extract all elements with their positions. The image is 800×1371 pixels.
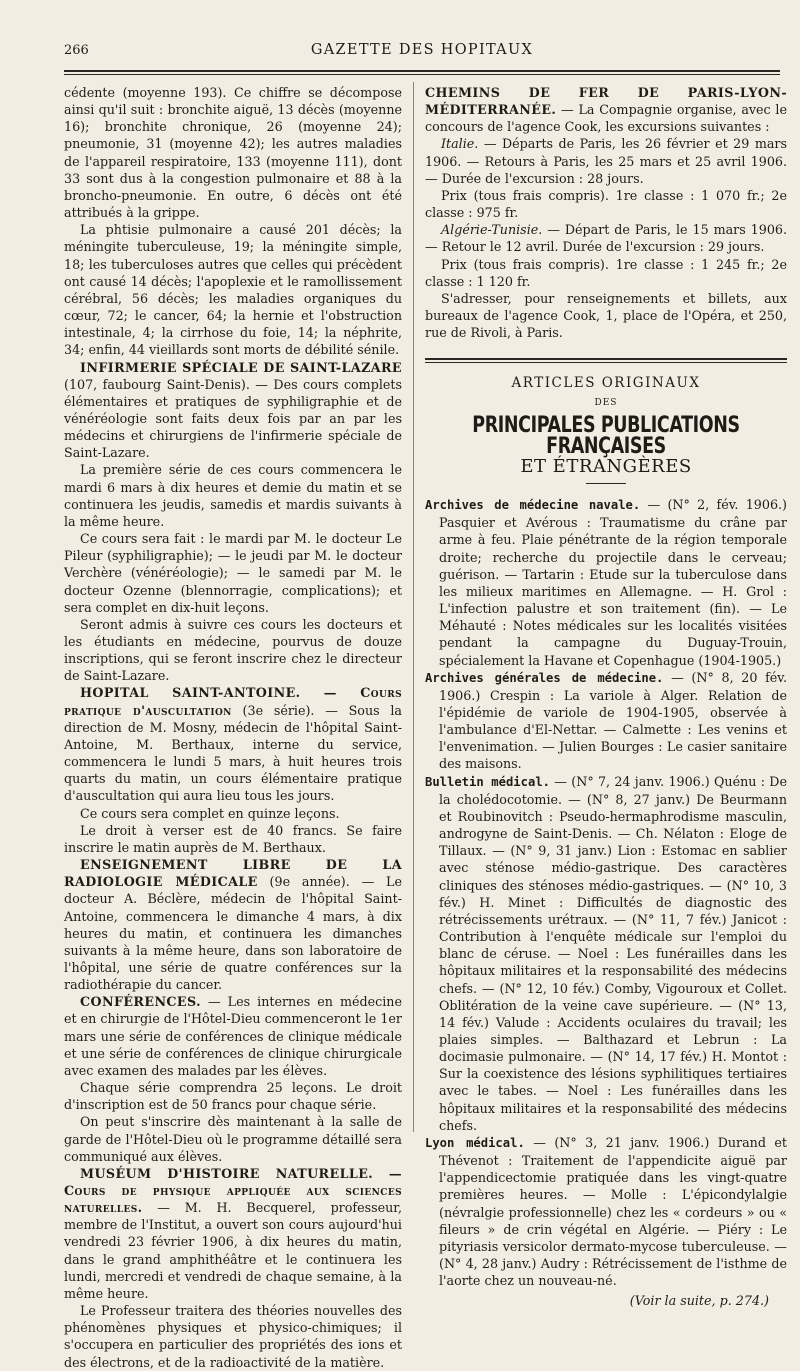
paragraph: Le droit à verser est de 40 francs. Se faire inscrire le matin auprès de M. Berthaux. bbox=[64, 822, 402, 855]
page-number: 266 bbox=[64, 43, 89, 58]
review-journal-name: Archives générales de médecine. bbox=[425, 670, 664, 685]
paragraph: Prix (tous frais compris). 1re classe : 1 070 fr.; 2e classe : 975 fr. bbox=[425, 187, 787, 221]
notice-heading: CHEMINS DE FER DE PARIS-LYON-MÉDITERRANÉE. bbox=[425, 85, 787, 118]
column-divider bbox=[413, 82, 414, 1132]
article-title: PRINCIPALES PUBLICATIONS FRANÇAISES bbox=[472, 412, 740, 460]
review-entry: Bulletin médical. — (N° 7, 24 janv. 1906.) Quénu : De la cholédocotomie. — (N° 8, 27 janv.) De Beurmann et Roubinovitch : Pseudo-hermaphrodisme masculin, androgyne de Saint-Denis. — Ch. Nélaton : Eloge de Tillaux. — (N° 9, 31 janv.) Lion : Estomac en sablier avec sténose médio-gastrique. Des caractères cliniques des sténoses médio-gastriques. — (N° 10, 3 fév.) H. Minet : Difficultés de diagnostic des rétrécissements urétraux. — (N° 11, 7 fév.) Janicot : Contribution à l'enquête médicale sur l'emploi du blanc de céruse. — Noel : Les funérailles dans les hôpitaux militaires et la responsabilité des médecins chefs. — (N° 12, 10 fév.) Comby, Vigouroux et Collet. Oblitération de la veine cave supérieure. — (N° 13, 14 fév.) Valude : Accidents oculaires du travail; les plaies simples. — Balthazard et Lebrun : La docimasie pulmonaire. — (N° 14, 17 fév.) H. Montot : Sur la coexistence des lésions syphilitiques tertiaires avec le tabes. — Noel : Les funérailles dans les hôpitaux militaires et la responsabilité des médecins chefs. bbox=[425, 773, 787, 1133]
notice-heading: MUSÉUM D'HISTOIRE NATURELLE. — Cours de physique appliquée aux sciences naturelles. bbox=[64, 1165, 402, 1216]
excursion-label: Algérie-Tunisie. bbox=[441, 222, 543, 238]
notice-radiologie: ENSEIGNEMENT LIBRE DE LA RADIOLOGIE MÉDICALE (9e année). — Le docteur A. Béclère, médecin de l'hôpital Saint-Antoine, commencera le dimanche 4 mars, à dix heures du matin, et continuera les dimanches suivants à la même heure, dans son laboratoire de l'hôpital, une série de quatre conférences sur la radiothérapie du cancer. bbox=[64, 857, 402, 993]
notice-saint-lazare: INFIRMERIE SPÉCIALE DE SAINT-LAZARE (107, faubourg Saint-Denis). — Des cours complets élémentaires et pratiques de syphiligraphie et de vénéréologie sont faits deux fois par an par les médecins et chirurgiens de l'infirmerie spéciale de Saint-Lazare. bbox=[64, 359, 402, 461]
running-title: GAZETTE DES HOPITAUX bbox=[310, 42, 534, 58]
paragraph: La première série de ces cours commencera le mardi 6 mars à dix heures et demie du matin et se continuera les jeudis, samedis et mardis suivants à la même heure. bbox=[64, 462, 402, 529]
continuation-note: (Voir la suite, p. 274.) bbox=[629, 1293, 769, 1309]
notice-heading: INFIRMERIE SPÉCIALE DE SAINT-LAZARE bbox=[80, 359, 402, 375]
review-entry: Archives de médecine navale. — (N° 2, fév. 1906.) Pasquier et Avérous : Traumatisme du crâne par arme à feu. Plaie pénétrante de la région temporale droite; recherche du projectile dans le cerveau; guérison. — Tartarin : Etude sur la tuberculose dans les milieux maritimes en Allemagne. — H. Grol : L'infection palustre et son traitement (fin). — Le Méhauté : Notes médicales sur les localités visitées pendant la campagne du Duguay-Trouin, spécialement la Havane et Copenhague (1904-1905.) bbox=[425, 497, 788, 668]
paragraph: Ce cours sera fait : le mardi par M. le docteur Le Pileur (syphiligraphie); — le jeudi par M. le docteur Verchère (vénéréologie); — le samedi par M. le docteur Ozenne (blennorragie, complications); et sera complet en dix-huit leçons. bbox=[64, 531, 402, 615]
paragraph: La phtisie pulmonaire a causé 201 décès; la méningite tuberculeuse, 19; la méningite simple, 18; les tuberculoses autres que celles qui précèdent ont causé 14 décès; l'apoplexie et le ramollissement cérébral, 56 décès; les maladies organiques du cœur, 72; le cancer, 64; la hernie et l'obstruction intestinale, 4; la cirrhose du foie, 14; la néphrite, 34; enfin, 44 vieillards sont morts de débilité sénile. bbox=[64, 222, 402, 358]
excursion-label: Italie. bbox=[441, 136, 479, 152]
excursion-algerie: Algérie-Tunisie. — Départ de Paris, le 15 mars 1906. — Retour le 12 avril. Durée de l'excursion : 29 jours. bbox=[425, 222, 787, 255]
notice-museum: MUSÉUM D'HISTOIRE NATURELLE. — Cours de physique appliquée aux sciences naturelles. — M. H. Becquerel, professeur, membre de l'Institut, a ouvert son cours aujourd'hui vendredi 23 février 1906, à dix heures du matin, dans le grand amphithéâtre et le continuera les lundi, mercredi et vendredi de chaque semaine, à la même heure. bbox=[64, 1165, 402, 1301]
paragraph: Le Professeur traitera des théories nouvelles des phénomènes physiques et physico-chimiques; il s'occupera en particulier des propriétés des ions et des électrons, et de la radioactivité de la matière. bbox=[64, 1303, 402, 1370]
section-rule-thin bbox=[425, 362, 787, 363]
paragraph: cédente (moyenne 193). Ce chiffre se décompose ainsi qu'il suit : bronchite aiguë, 13 décès (moyenne 16); bronchite chronique, 26 (moyenne 24); pneumonie, 31 (moyenne 42); les autres maladies de l'appareil respiratoire, 133 (moyenne 111), dont 33 sont dus à la congestion pulmonaire et 88 à la broncho-pneumonie. En outre, 6 décès ont été attribués à la grippe. bbox=[64, 85, 402, 221]
page-header bbox=[64, 41, 780, 65]
notice-heading: ENSEIGNEMENT LIBRE DE LA RADIOLOGIE MÉDICALE bbox=[64, 857, 402, 890]
review-entry: Lyon médical. — (N° 3, 21 janv. 1906.) Durand et Thévenot : Traitement de l'appendicite aiguë par l'appendicectomie pratiquée dans les vingt-quatre premières heures. — Molle : L'épicondylalgie (névralgie professionnelle) chez les « cordeurs » ou « fileurs » de crin végétal en Algérie. — Piéry : Le pityriasis versicolor dermato-mycose tuberculeuse. — (N° 4, 28 janv.) Audry : Rétrécissement de l'isthme de l'aorte chez un nouveau-né. bbox=[425, 1134, 787, 1289]
section-title: ARTICLES ORIGINAUX bbox=[511, 375, 701, 392]
notice-heading: CONFÉRENCES. bbox=[80, 994, 201, 1010]
paragraph: Seront admis à suivre ces cours les docteurs et les étudiants en médecine, pourvus de douze inscriptions, qui se feront inscrire chez le directeur de Saint-Lazare. bbox=[64, 616, 402, 684]
section-rule bbox=[425, 358, 787, 360]
excursion-italie: Italie. — Départs de Paris, les 26 février et 29 mars 1906. — Retours à Paris, les 25 mars et 25 avril 1906. — Durée de l'excursion : 28 jours. bbox=[425, 136, 787, 186]
paragraph: S'adresser, pour renseignements et billets, aux bureaux de l'agence Cook, 1, place de l'Opéra, et 250, rue de Rivoli, à Paris. bbox=[425, 290, 787, 341]
notice-saint-antoine: HOPITAL SAINT-ANTOINE. — Cours pratique d'auscultation (3e série). — Sous la direction de M. Mosny, médecin de l'hôpital Saint-Antoine, M. Berthaux, interne du service, commencera le lundi 5 mars, à huit heures trois quarts du matin, un cours élémentaire pratique d'auscultation qui aura lieu tous les jours. bbox=[64, 685, 402, 804]
notice-conferences: CONFÉRENCES. — Les internes en médecine et en chirurgie de l'Hôtel-Dieu commenceront le 1er mars une série de conférences de clinique médicale et une série de conférences de clinique chirurgicale avec examen des malades par les élèves. bbox=[64, 994, 402, 1078]
review-journal-name: Archives de médecine navale. bbox=[425, 498, 641, 513]
header-rule bbox=[64, 70, 780, 72]
title-divider bbox=[586, 483, 626, 484]
article-subtitle: ET ÉTRANGÈRES bbox=[520, 455, 692, 477]
notice-plm: CHEMINS DE FER DE PARIS-LYON-MÉDITERRANÉE. — La Compagnie organise, avec le concours de l'agence Cook, les excursions suivantes : bbox=[425, 85, 787, 135]
notice-heading: HOPITAL SAINT-ANTOINE. — Cours pratique d'auscultation bbox=[64, 685, 402, 718]
review-journal-name: Bulletin médical. bbox=[425, 774, 550, 789]
header-rule-thin bbox=[64, 74, 780, 75]
review-journal-name: Lyon médical. bbox=[425, 1135, 525, 1150]
section-subtitle: DES bbox=[594, 397, 618, 408]
left-column bbox=[64, 84, 402, 1371]
paragraph: On peut s'inscrire dès maintenant à la salle de garde de l'Hôtel-Dieu où le programme détaillé sera communiqué aux élèves. bbox=[64, 1114, 402, 1164]
paragraph: Ce cours sera complet en quinze leçons. bbox=[80, 805, 340, 821]
review-entry: Archives générales de médecine. — (N° 8, 20 fév. 1906.) Crespin : La variole à Alger. Relation de l'épidémie de variole de 1904-1905, observée à l'ambulance d'El-Nettar. — Calmette : Les venins et l'envenimation. — Julien Bourges : Le casier sanitaire des maisons. bbox=[425, 669, 787, 772]
paragraph: Prix (tous frais compris). 1re classe : 1 245 fr.; 2e classe : 1 120 fr. bbox=[425, 256, 787, 289]
right-column bbox=[425, 84, 787, 1309]
paragraph: Chaque série comprendra 25 leçons. Le droit d'inscription est de 50 francs pour chaque série. bbox=[64, 1080, 402, 1113]
